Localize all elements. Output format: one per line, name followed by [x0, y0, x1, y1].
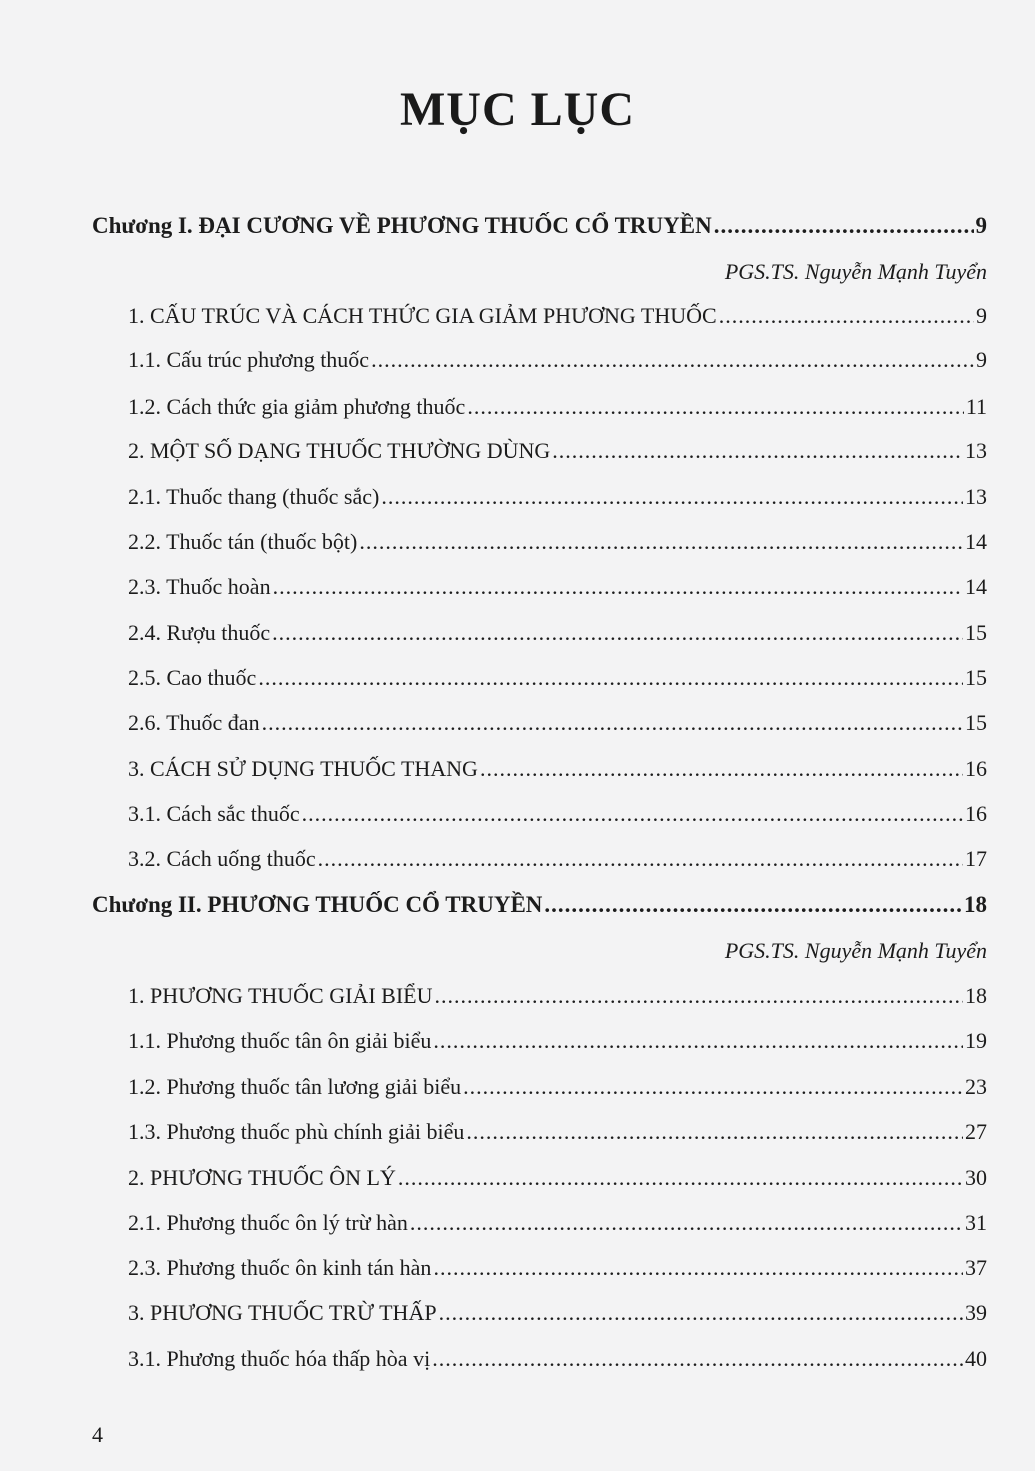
- toc-entry-label: 2.1. Phương thuốc ôn lý trừ hàn: [128, 1210, 408, 1235]
- toc-chapter-label: Chương II. PHƯƠNG THUỐC CỔ TRUYỀN: [92, 892, 543, 917]
- leader-dots: [381, 483, 963, 511]
- toc-page-number: 9: [976, 347, 987, 372]
- leader-dots: [552, 437, 963, 465]
- leader-dots: [544, 891, 962, 919]
- toc-page-number: 37: [965, 1255, 987, 1280]
- toc-entry[interactable]: [128, 845, 987, 873]
- toc-entry-label: 3.1. Cách sắc thuốc: [128, 801, 300, 826]
- leader-dots: [467, 393, 964, 421]
- toc-entry-label: 3.1. Phương thuốc hóa thấp hòa vị: [128, 1346, 431, 1371]
- chapter-author: PGS.TS. Nguyễn Mạnh Tuyển: [724, 938, 987, 963]
- toc-page-number: 17: [965, 846, 987, 871]
- toc-entry[interactable]: [128, 302, 987, 330]
- leader-dots: [302, 800, 963, 828]
- toc-page-number: 27: [965, 1119, 987, 1144]
- leader-dots: [258, 664, 963, 692]
- leader-dots: [433, 1027, 963, 1055]
- toc-entry[interactable]: [128, 437, 987, 465]
- toc-entry[interactable]: [128, 1118, 987, 1146]
- leader-dots: [273, 573, 963, 601]
- toc-page-number: 15: [965, 665, 987, 690]
- toc-page-number: 18: [965, 983, 987, 1008]
- toc-entry[interactable]: [128, 483, 987, 511]
- toc-entry[interactable]: [128, 755, 987, 783]
- toc-entry-label: 2.2. Thuốc tán (thuốc bột): [128, 529, 358, 554]
- leader-dots: [398, 1164, 963, 1192]
- page-title: MỤC LỤC: [400, 83, 635, 136]
- toc-entry[interactable]: [128, 393, 987, 421]
- leader-dots: [262, 709, 963, 737]
- leader-dots: [719, 302, 974, 330]
- leader-dots: [433, 1254, 963, 1282]
- leader-dots: [435, 982, 964, 1010]
- toc-entry-label: 2.3. Phương thuốc ôn kinh tán hàn: [128, 1255, 432, 1280]
- leader-dots: [432, 1345, 963, 1373]
- toc-entry[interactable]: [128, 1299, 987, 1327]
- toc-entry[interactable]: [128, 1209, 987, 1237]
- toc-page-number: 14: [965, 574, 987, 599]
- toc-entry-label: 3. CÁCH SỬ DỤNG THUỐC THANG: [128, 756, 478, 781]
- toc-page-number: 9: [975, 213, 987, 238]
- leader-dots: [466, 1118, 963, 1146]
- toc-entry-label: 1.1. Cấu trúc phương thuốc: [128, 347, 370, 372]
- toc-page-number: 19: [965, 1028, 987, 1053]
- toc-entry-label: 1.3. Phương thuốc phù chính giải biểu: [128, 1119, 465, 1144]
- toc-entry-label: 2.5. Cao thuốc: [128, 665, 257, 690]
- toc-page-number: 40: [965, 1346, 987, 1371]
- toc-page-number: 16: [965, 801, 987, 826]
- leader-dots: [410, 1209, 963, 1237]
- toc-entry-label: 1.2. Phương thuốc tân lương giải biểu: [128, 1074, 462, 1099]
- toc-entry-label: 3.2. Cách uống thuốc: [128, 846, 316, 871]
- leader-dots: [439, 1299, 963, 1327]
- toc-chapter-label: Chương I. ĐẠI CƯƠNG VỀ PHƯƠNG THUỐC CỔ TRUYỀN: [92, 213, 712, 238]
- toc-page-number: 31: [965, 1210, 987, 1235]
- toc-chapter-1[interactable]: [92, 212, 987, 240]
- toc-page-number: 11: [965, 394, 987, 419]
- toc-entry[interactable]: [128, 1164, 987, 1192]
- leader-dots: [318, 845, 963, 873]
- leader-dots: [359, 528, 963, 556]
- leader-dots: [371, 346, 974, 374]
- toc-page-number: 30: [965, 1165, 987, 1190]
- leader-dots: [480, 755, 963, 783]
- toc-page-number: 13: [965, 484, 987, 509]
- toc-entry-label: 2.1. Thuốc thang (thuốc sắc): [128, 484, 380, 509]
- toc-page-number: 18: [964, 892, 987, 917]
- toc-entry[interactable]: [128, 346, 987, 374]
- page-number: 4: [92, 1422, 103, 1447]
- toc-entry[interactable]: [128, 1027, 987, 1055]
- toc-entry-label: 2.6. Thuốc đan: [128, 710, 260, 735]
- toc-entry[interactable]: [128, 1345, 987, 1373]
- toc-entry[interactable]: [128, 619, 987, 647]
- toc-page-number: 39: [965, 1300, 987, 1325]
- toc-page-number: 15: [965, 620, 987, 645]
- toc-entry-label: 1.1. Phương thuốc tân ôn giải biểu: [128, 1028, 432, 1053]
- leader-dots: [463, 1073, 963, 1101]
- toc-entry-label: 2. PHƯƠNG THUỐC ÔN LÝ: [128, 1165, 396, 1190]
- toc-page-number: 13: [965, 438, 987, 463]
- toc-entry-label: 2.3. Thuốc hoàn: [128, 574, 271, 599]
- toc-entry-label: 1.2. Cách thức gia giảm phương thuốc: [128, 394, 466, 419]
- toc-chapter-2[interactable]: [92, 891, 987, 919]
- chapter-author: PGS.TS. Nguyễn Mạnh Tuyển: [724, 259, 987, 284]
- toc-entry-label: 3. PHƯƠNG THUỐC TRỪ THẤP: [128, 1300, 437, 1325]
- toc-entry[interactable]: [128, 800, 987, 828]
- toc-page-number: 14: [965, 529, 987, 554]
- toc-entry[interactable]: [128, 664, 987, 692]
- toc-entry-label: 2.4. Rượu thuốc: [128, 620, 271, 645]
- toc-entry[interactable]: [128, 1254, 987, 1282]
- toc-entry-label: 1. CẤU TRÚC VÀ CÁCH THỨC GIA GIẢM PHƯƠNG THUỐC: [128, 303, 717, 328]
- toc-entry-label: 2. MỘT SỐ DẠNG THUỐC THƯỜNG DÙNG: [128, 438, 551, 463]
- leader-dots: [714, 212, 974, 240]
- toc-page-number: 16: [965, 756, 987, 781]
- toc-entry[interactable]: [128, 528, 987, 556]
- toc-entry[interactable]: [128, 1073, 987, 1101]
- toc-entry[interactable]: [128, 709, 987, 737]
- toc-page-number: 15: [965, 710, 987, 735]
- toc-entry[interactable]: [128, 573, 987, 601]
- toc-entry[interactable]: [128, 982, 987, 1010]
- leader-dots: [272, 619, 963, 647]
- toc-entry-label: 1. PHƯƠNG THUỐC GIẢI BIỂU: [128, 983, 433, 1008]
- toc-page-number: 23: [965, 1074, 987, 1099]
- toc-page-number: 9: [976, 303, 987, 328]
